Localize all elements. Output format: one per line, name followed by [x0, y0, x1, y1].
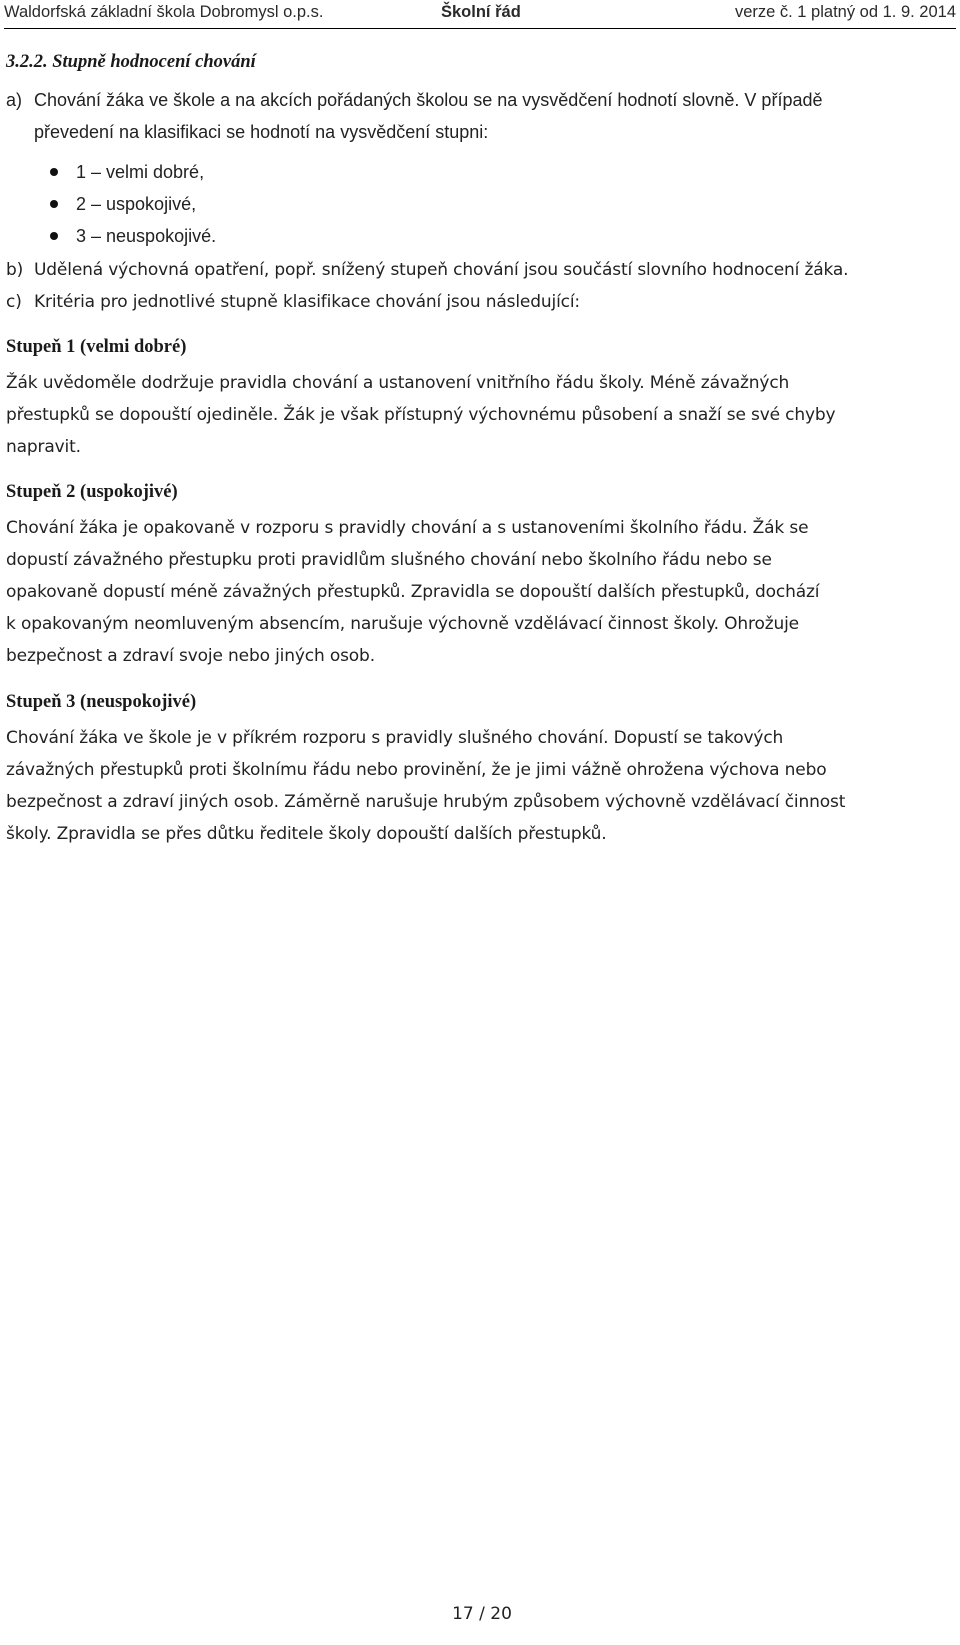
level-1-line-2: přestupků se dopouští ojediněle. Žák je však přístupný výchovnému působení a snaží se své chyby [6, 405, 836, 425]
level-2-line-4: k opakovaným neomluveným absencím, narušuje výchovně vzdělávací činnost školy. Ohrožuje [6, 614, 799, 634]
bullet-icon [50, 232, 58, 240]
level-1-line-3: napravit. [6, 437, 81, 457]
item-a-line-2: převedení na klasifikaci se hodnotí na vysvědčení stupni: [34, 122, 489, 142]
level-1-line-1: Žák uvědoměle dodržuje pravidla chování a ustanovení vnitřního řádu školy. Méně závažných [6, 373, 790, 393]
page-number: 17 / 20 [452, 1604, 512, 1624]
item-b-marker: b) [6, 260, 24, 280]
item-a-text-1: Chování žáka ve škole a na akcích pořádaných školou se na vysvědčení hodnotí slovně. V případě [34, 90, 823, 110]
level-2-heading: Stupeň 2 (uspokojivé) [6, 482, 178, 502]
level-3-line-1: Chování žáka ve škole je v příkrém rozporu s pravidly slušného chování. Dopustí se takových [6, 728, 784, 748]
grade-item-2: 2 – uspokojivé, [76, 194, 197, 214]
item-a-marker: a) [6, 90, 23, 110]
page-footer [0, 1604, 960, 1624]
document-title: Školní řád [441, 3, 521, 21]
page-header [4, 0, 956, 29]
item-c-text: Kritéria pro jednotlivé stupně klasifikace chování jsou následující: [34, 292, 580, 312]
grade-item-3: 3 – neuspokojivé. [76, 226, 217, 246]
level-1-heading: Stupeň 1 (velmi dobré) [6, 337, 187, 357]
level-2-line-5: bezpečnost a zdraví svoje nebo jiných osob. [6, 646, 375, 666]
level-3-heading: Stupeň 3 (neuspokojivé) [6, 692, 197, 712]
school-name: Waldorfská základní škola Dobromysl o.p.s. [4, 3, 324, 21]
section-title: 3.2.2. Stupně hodnocení chování [6, 52, 256, 72]
level-2-line-3: opakovaně dopustí méně závažných přestupků. Zpravidla se dopouští dalších přestupků, dochází [6, 582, 820, 602]
item-b [6, 254, 848, 286]
item-b-text: Udělená výchovná opatření, popř. snížený stupeň chování jsou součástí slovního hodnocení žáka. [34, 260, 849, 280]
level-2-line-2: dopustí závažného přestupku proti pravidlům slušného chování nebo školního řádu nebo se [6, 550, 772, 570]
level-3-line-3: bezpečnost a zdraví jiných osob. Záměrně narušuje hrubým způsobem výchovně vzdělávací činnost [6, 792, 846, 812]
document-version: verze č. 1 platný od 1. 9. 2014 [734, 3, 956, 21]
bullet-icon [50, 200, 58, 208]
item-a-line-1 [6, 86, 822, 114]
item-c [6, 286, 580, 318]
level-2-line-1: Chování žáka je opakovaně v rozporu s pravidly chování a s ustanoveními školního řádu. Žák se [6, 518, 809, 538]
item-c-marker: c) [6, 292, 22, 312]
bullet-icon [50, 168, 58, 176]
level-3-line-2: závažných přestupků proti školnímu řádu nebo provinění, že je jimi vážně ohrožena výchova nebo [6, 760, 827, 780]
level-3-line-4: školy. Zpravidla se přes důtku ředitele školy dopouští dalších přestupků. [6, 824, 607, 844]
grade-item-1: 1 – velmi dobré, [76, 162, 205, 182]
